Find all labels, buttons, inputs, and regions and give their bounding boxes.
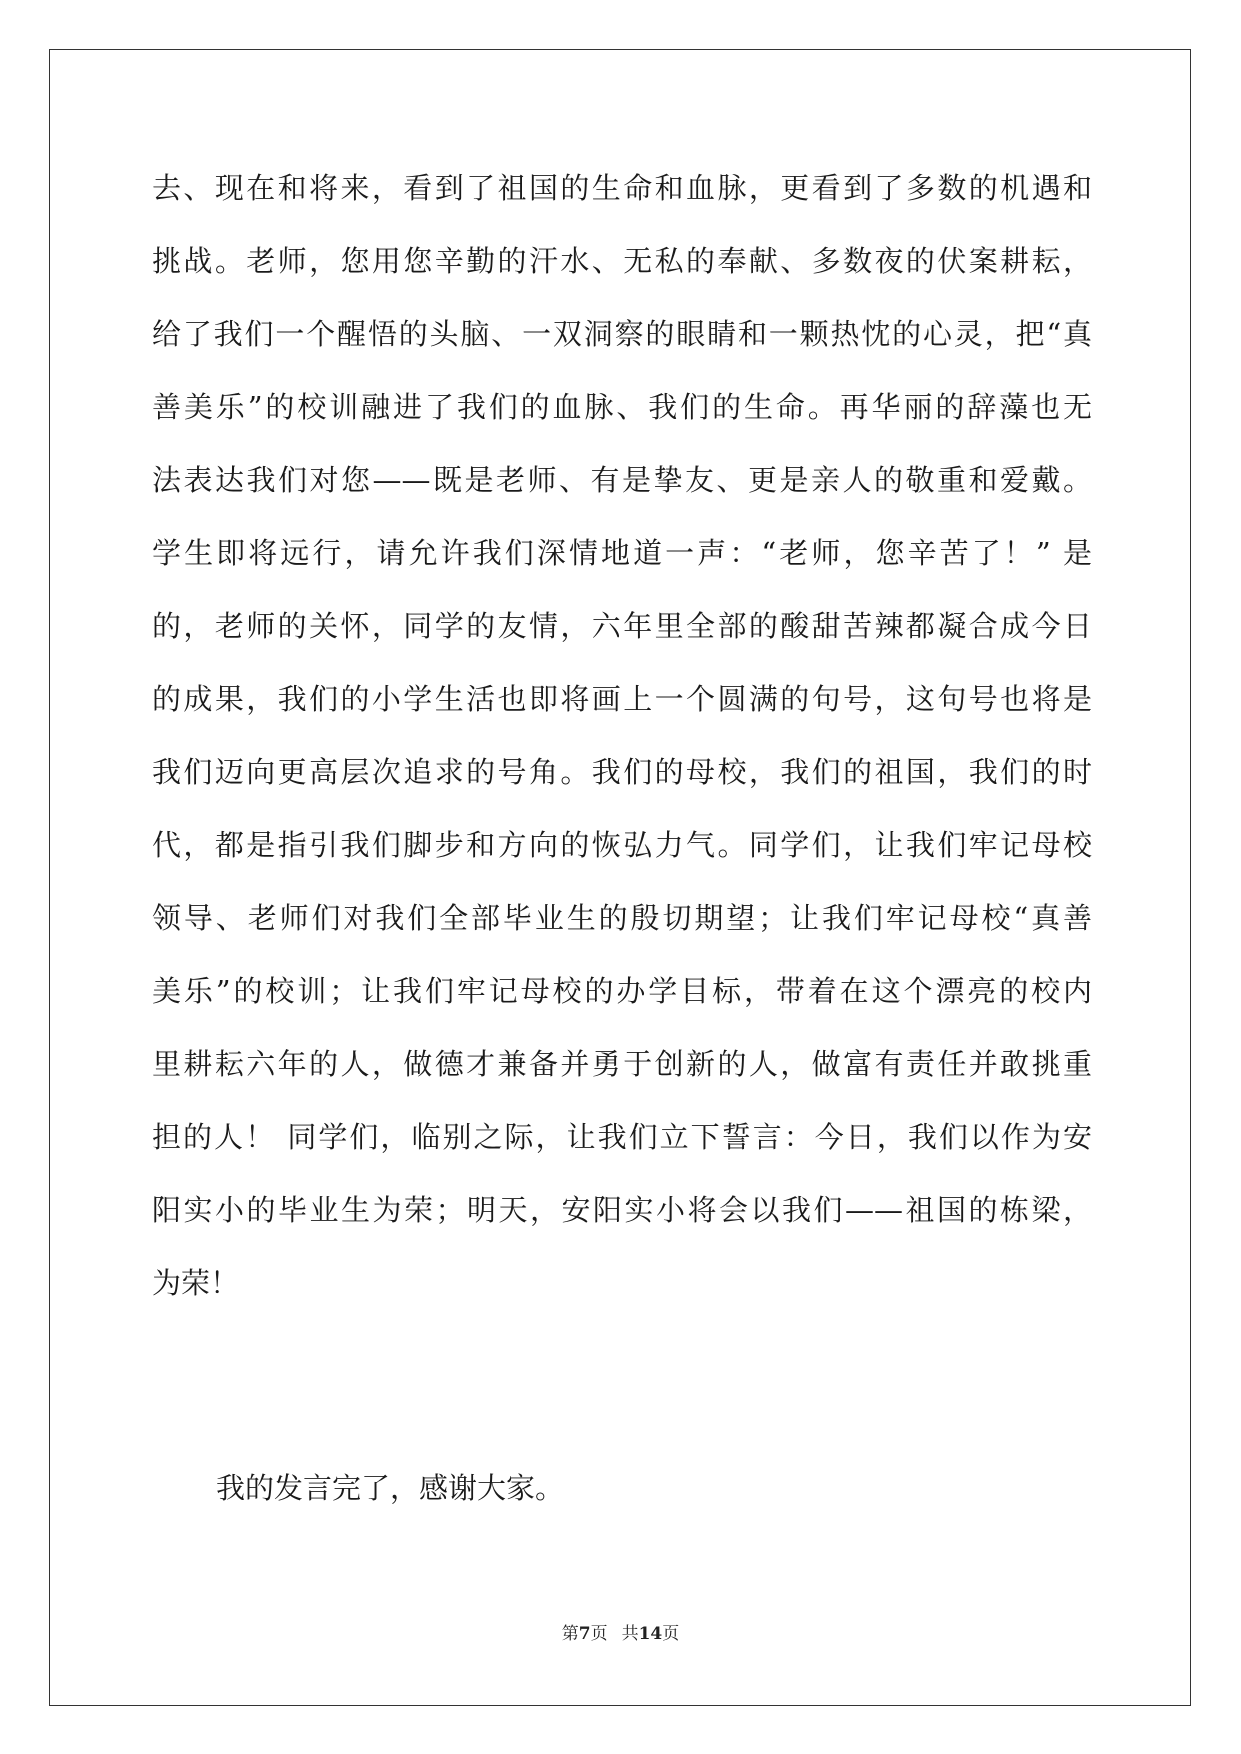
- page-footer: [0, 1622, 1241, 1646]
- text-line: 的，老师的关怀，同学的友情，六年里全部的酸甜苦辣都凝合成今日: [152, 609, 1092, 643]
- text-line: 美乐”的校训；让我们牢记母校的办学目标，带着在这个漂亮的校内: [152, 974, 1092, 1008]
- text-line: 学生即将远行，请允许我们深情地道一声：“老师，您辛苦了！” 是: [152, 536, 1092, 570]
- page-total-suffix: 页: [662, 1624, 680, 1644]
- closing-paragraph: 我的发言完了，感谢大家。: [216, 1471, 565, 1505]
- text-line: 挑战。老师，您用您辛勤的汗水、无私的奉献、多数夜的伏案耕耘，: [152, 244, 1092, 278]
- text-line: 我们迈向更高层次追求的号角。我们的母校，我们的祖国，我们的时: [152, 755, 1092, 789]
- text-line: 去、现在和将来，看到了祖国的生命和血脉，更看到了多数的机遇和: [152, 171, 1092, 205]
- text-line: 的成果，我们的小学生活也即将画上一个圆满的句号，这句号也将是: [152, 682, 1092, 716]
- body-text: [152, 161, 1092, 1329]
- text-line: 为荣！: [152, 1266, 240, 1300]
- page-total: 14: [638, 1624, 663, 1644]
- page-number-current: 7: [578, 1624, 591, 1644]
- text-line: 法表达我们对您——既是老师、有是挚友、更是亲人的敬重和爱戴。: [152, 463, 1092, 497]
- page-total-prefix: 共: [621, 1624, 639, 1644]
- text-line: 领导、老师们对我们全部毕业生的殷切期望；让我们牢记母校“真善: [152, 901, 1092, 935]
- text-line: 代，都是指引我们脚步和方向的恢弘力气。同学们，让我们牢记母校: [152, 828, 1092, 862]
- text-line: 给了我们一个醒悟的头脑、一双洞察的眼睛和一颗热忱的心灵，把“真: [152, 317, 1092, 351]
- text-line: 阳实小的毕业生为荣；明天，安阳实小将会以我们——祖国的栋梁，: [152, 1193, 1092, 1227]
- text-line: 善美乐”的校训融进了我们的血脉、我们的生命。再华丽的辞藻也无: [152, 390, 1092, 424]
- page-number-suffix: 页: [590, 1624, 608, 1644]
- page-number-prefix: 第: [561, 1624, 579, 1644]
- text-line: 担的人！ 同学们，临别之际，让我们立下誓言：今日，我们以作为安: [152, 1120, 1092, 1154]
- text-line: 里耕耘六年的人，做德才兼备并勇于创新的人，做富有责任并敢挑重: [152, 1047, 1092, 1081]
